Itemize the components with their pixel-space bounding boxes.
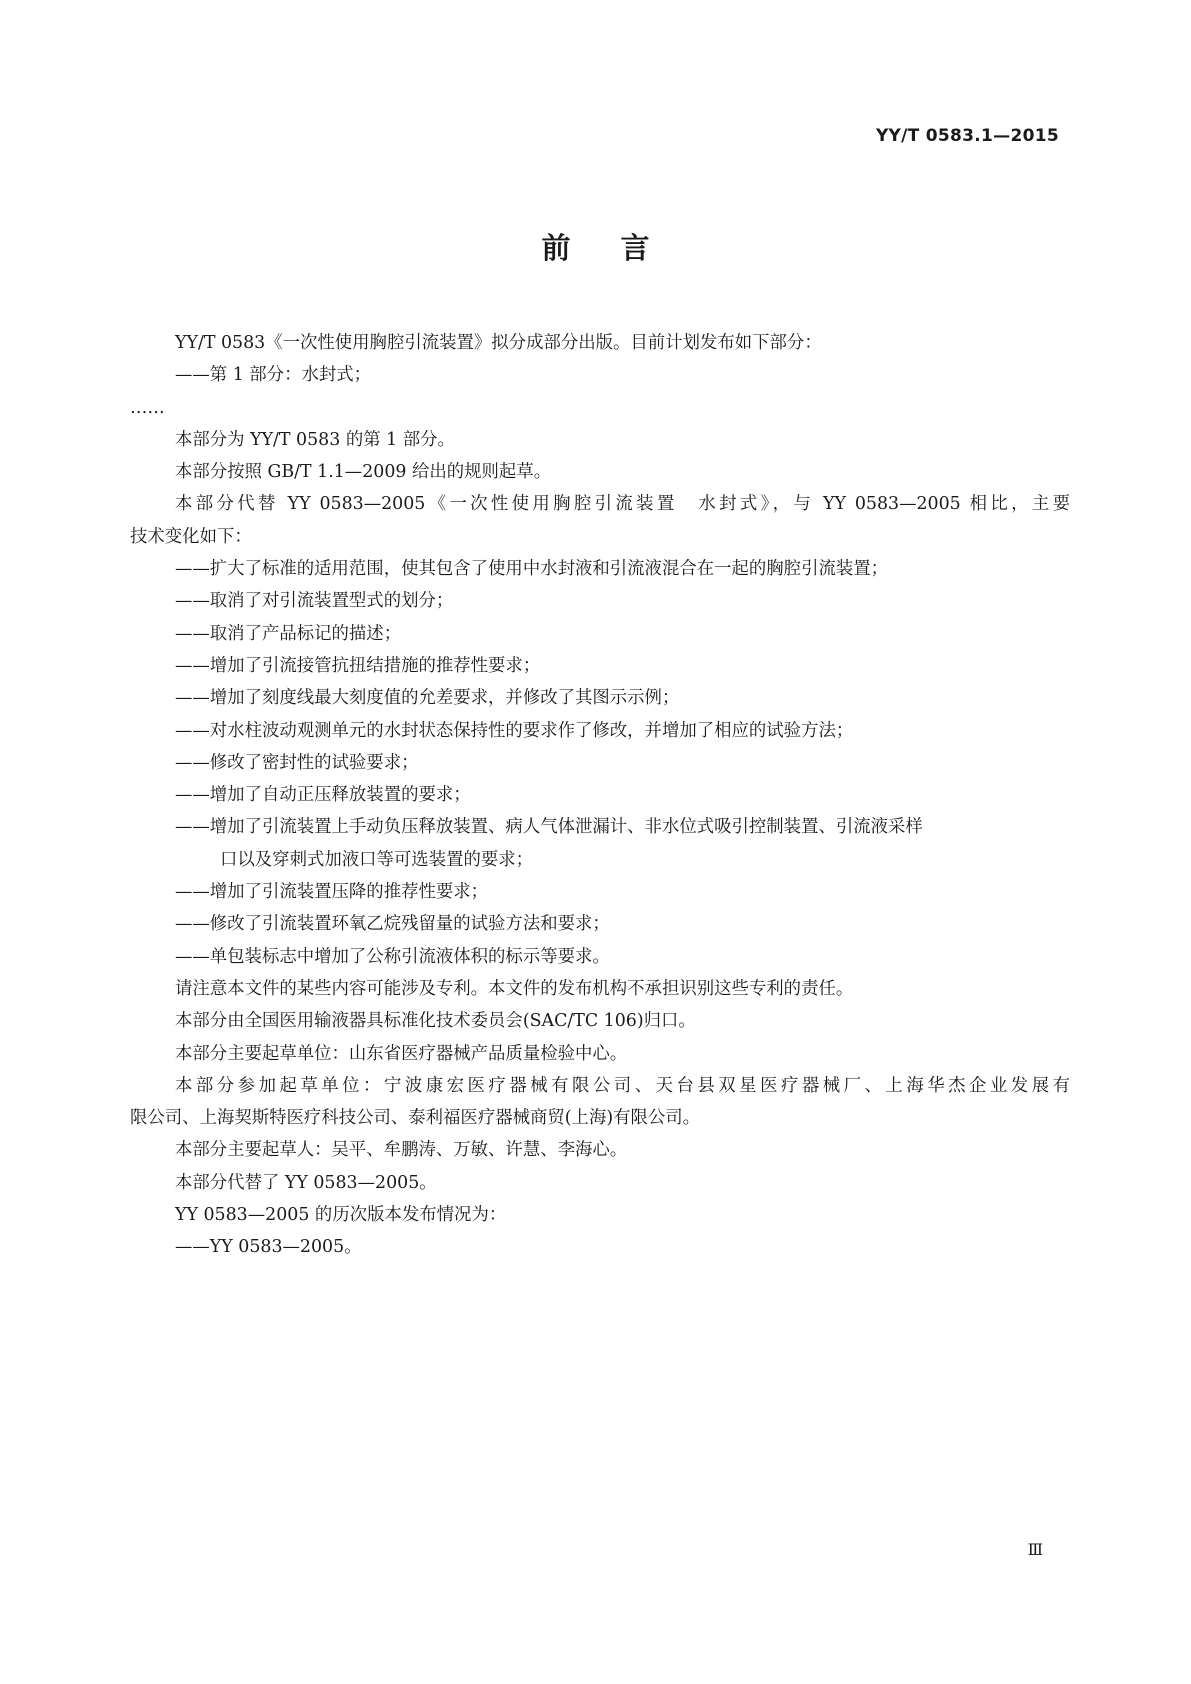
page-number: Ⅲ <box>1027 1540 1043 1559</box>
list-item: ——扩大了标准的适用范围，使其包含了使用中水封液和引流液混合在一起的胸腔引流装置； <box>175 559 889 580</box>
list-item: ——增加了引流接管抗扭结措施的推荐性要求； <box>175 655 541 676</box>
paragraph-main-drafter: 本部分主要起草单位：山东省医疗器械产品质量检验中心。 <box>175 1043 628 1064</box>
paragraph-drafters: 本部分主要起草人：吴平、牟鹏涛、万敏、许慧、李海心。 <box>175 1140 628 1161</box>
paragraph-patent-notice: 请注意本文件的某些内容可能涉及专利。本文件的发布机构不承担识别这些专利的责任。 <box>175 978 854 999</box>
paragraph-part-scope: 本部分为 YY/T 0583 的第 1 部分。 <box>175 429 455 450</box>
list-item: ——修改了引流装置环氧乙烷残留量的试验方法和要求； <box>175 914 610 935</box>
paragraph-intro: YY/T 0583《一次性使用胸腔引流装置》拟分成部分出版。目前计划发布如下部分： <box>175 333 822 353</box>
paragraph-participants-line1: 本部分参加起草单位：宁波康宏医疗器械有限公司、天台县双星医疗器械厂、上海华杰企业发展有 <box>175 1075 1070 1096</box>
standard-code: YY/T 0583.1—2015 <box>875 126 1059 146</box>
list-item-history: ——YY 0583—2005。 <box>175 1237 362 1258</box>
list-item: ——单包装标志中增加了公称引流液体积的标示等要求。 <box>175 946 610 967</box>
paragraph-replaced: 本部分代替了 YY 0583—2005。 <box>175 1172 437 1193</box>
list-item: ——取消了产品标记的描述； <box>175 623 402 644</box>
list-item: ——增加了引流装置压降的推荐性要求； <box>175 882 489 903</box>
list-item: ——对水柱波动观测单元的水封状态保持性的要求作了修改，并增加了相应的试验方法； <box>175 720 854 741</box>
paragraph-participants-line2: 限公司、上海契斯特医疗科技公司、泰利福医疗器械商贸(上海)有限公司。 <box>130 1108 701 1129</box>
paragraph-replaces-line2: 技术变化如下： <box>130 526 252 547</box>
paragraph-drafting-rules: 本部分按照 GB/T 1.1—2009 给出的规则起草。 <box>175 462 552 483</box>
ellipsis: …… <box>130 397 165 418</box>
list-item: ——取消了对引流装置型式的划分； <box>175 591 454 612</box>
list-item: ——增加了引流装置上手动负压释放装置、病人气体泄漏计、非水位式吸引控制装置、引流液采样 <box>175 817 923 838</box>
paragraph-history: YY 0583—2005 的历次版本发布情况为： <box>175 1205 507 1226</box>
list-item: ——修改了密封性的试验要求； <box>175 752 419 773</box>
foreword-body <box>130 327 1070 1264</box>
list-item: ——增加了刻度线最大刻度值的允差要求，并修改了其图示示例； <box>175 688 680 709</box>
list-item: ——增加了自动正压释放装置的要求； <box>175 785 471 806</box>
list-item-continuation: 口以及穿刺式加液口等可选装置的要求； <box>220 849 534 870</box>
page-title: 前言 <box>541 231 700 265</box>
paragraph-replaces-line1: 本部分代替 YY 0583—2005《一次性使用胸腔引流装置 水封式》，与 YY 0583—2005 相比，主要 <box>175 494 1070 515</box>
list-item-part1: ——第 1 部分：水封式； <box>175 365 372 386</box>
paragraph-committee: 本部分由全国医用输液器具标准化技术委员会(SAC/TC 106)归口。 <box>175 1011 696 1032</box>
